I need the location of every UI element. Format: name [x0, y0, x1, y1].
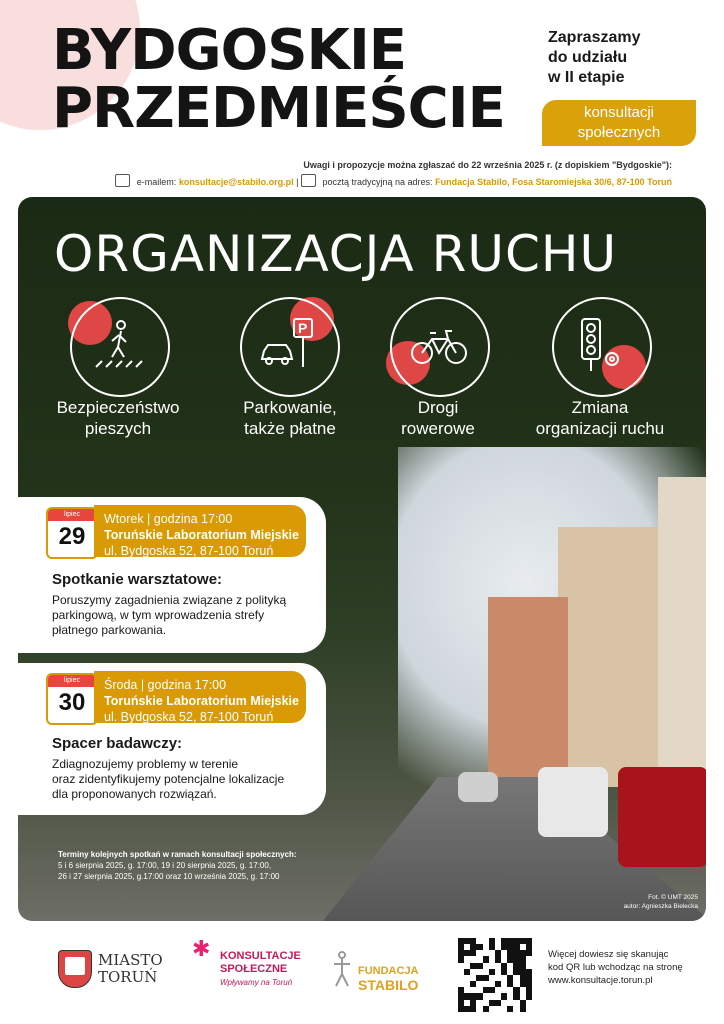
footer — [0, 930, 724, 1024]
more-line: kod QR lub wchodząc na stronę — [548, 962, 683, 973]
traffic-light-icon — [570, 315, 632, 377]
calendar-date — [46, 507, 98, 559]
photo-car — [538, 767, 608, 837]
topic-label-parking — [210, 397, 370, 439]
calendar-date — [46, 673, 98, 725]
event-card — [18, 497, 326, 653]
event-details-bar — [94, 505, 306, 557]
calendar-month: lipiec — [48, 675, 96, 687]
event-description — [52, 593, 312, 638]
consult-line-1: konsultacji — [583, 104, 655, 121]
topic-label-bicycle — [358, 397, 518, 439]
event-details-bar — [94, 671, 306, 723]
bicycle-icon — [408, 315, 470, 377]
terms-title: Terminy kolejnych spotkań w ramach konsultacji społecznych: — [58, 850, 297, 859]
more-line: Więcej dowiesz się skanując — [548, 949, 669, 960]
event-place: Toruńskie Laboratorium Miejskie — [104, 694, 299, 708]
event-time: Środa | godzina 17:00 — [104, 678, 227, 692]
page-title — [52, 18, 505, 141]
event-address: ul. Bydgoska 52, 87-100 Toruń — [104, 544, 274, 558]
qr-module — [526, 1006, 532, 1012]
event-title: Spacer badawczy: — [52, 735, 183, 752]
street-photo-panel — [18, 197, 706, 921]
calendar-day: 30 — [58, 689, 86, 716]
topic-line: Zmiana — [571, 398, 629, 417]
credit-line: autor: Agnieszka Bielecka — [623, 903, 698, 910]
topic-line: Parkowanie, — [243, 398, 337, 417]
parking-car-icon — [258, 315, 320, 377]
calendar-day: 29 — [58, 523, 86, 550]
envelope-icon — [115, 174, 130, 187]
topic-line: pieszych — [84, 419, 152, 438]
event-desc-line: parkingową, w tym wprowadzenia strefy — [52, 608, 265, 622]
invite-line-1: Zapraszamy — [548, 29, 641, 46]
topic-line: Drogi — [417, 398, 459, 417]
topic-traffic — [552, 297, 650, 395]
post-address: Fundacja Stabilo, Fosa Staromiejska 30/6, 87-100 Toruń — [435, 177, 672, 187]
calendar-month: lipiec — [48, 509, 96, 521]
event-time: Wtorek | godzina 17:00 — [104, 512, 233, 526]
terms-line: 5 i 6 sierpnia 2025, g. 17:00, 19 i 20 sierpnia 2025, g. 17:00, — [58, 861, 272, 870]
topic-line: rowerowe — [401, 419, 475, 438]
photo-car — [458, 772, 498, 802]
consult-line-2: społecznych — [577, 124, 661, 141]
credit-line: Fot. © UMT 2025 — [648, 894, 698, 901]
konsultacje-tagline: Wpływamy na Toruń — [220, 978, 293, 987]
invite-line-3: w II etapie — [548, 69, 625, 86]
event-desc-line: Zdiagnozujemy problemy w terenie — [52, 757, 239, 771]
topic-line: organizacji ruchu — [535, 419, 665, 438]
event-desc-line: płatnego parkowania. — [52, 623, 167, 637]
separator: | — [296, 177, 299, 187]
juggler-figure-icon — [330, 950, 354, 990]
terms-line: 26 i 27 sierpnia 2025, g.17:00 oraz 10 września 2025, g. 17:00 — [58, 872, 280, 881]
website-link[interactable]: www.konsultacje.torun.pl — [548, 975, 653, 986]
email-link[interactable]: konsultacje@stabilo.org.pl — [178, 177, 294, 187]
event-address: ul. Bydgoska 52, 87-100 Toruń — [104, 710, 274, 724]
upcoming-meetings — [58, 849, 358, 882]
topic-bicycle — [390, 297, 488, 395]
photo-car — [618, 767, 706, 867]
topic-label-pedestrian — [38, 397, 198, 439]
event-place: Toruńskie Laboratorium Miejskie — [104, 528, 299, 542]
stabilo-logo-text — [358, 964, 419, 992]
mail-post-icon — [301, 174, 316, 187]
section-heading: ORGANIZACJA RUCHU — [54, 225, 618, 283]
event-description — [52, 757, 312, 802]
konsult-line: KONSULTACJE — [220, 950, 301, 962]
event-desc-line: dla proponowanych rozwiązań. — [52, 787, 217, 801]
stabilo-line: STABILO — [358, 977, 419, 993]
topic-line: także płatne — [244, 419, 336, 438]
photo-building — [488, 597, 568, 787]
torun-logo-text — [98, 952, 163, 986]
event-desc-line: oraz zidentyfikujemy potencjalne lokalizacje — [52, 772, 285, 786]
konsultacje-logo-text — [220, 950, 301, 976]
qr-code[interactable] — [458, 938, 532, 1012]
title-line-1: BYDGOSKIE — [52, 18, 407, 83]
star-icon: ✱ — [192, 936, 211, 961]
invitation-text — [548, 28, 672, 88]
consultation-badge — [542, 100, 696, 146]
invite-line-2: do udziału — [548, 49, 628, 66]
more-info-text — [548, 948, 698, 987]
topic-label-traffic — [520, 397, 680, 439]
torun-line: TORUŃ — [98, 968, 158, 986]
torun-line: MIASTO — [98, 951, 163, 969]
topic-parking — [240, 297, 338, 395]
event-card — [18, 663, 326, 815]
coat-of-arms-icon — [58, 950, 92, 988]
konsult-line: SPOŁECZNE — [220, 963, 288, 975]
contact-line — [70, 174, 672, 187]
submission-info: Uwagi i propozycje można zgłaszać do 22 września 2025 r. (z dopiskiem "Bydgoskie"): — [303, 160, 672, 170]
event-title: Spotkanie warsztatowe: — [52, 571, 223, 588]
topic-line: Bezpieczeństwo — [56, 398, 180, 417]
post-label: pocztą tradycyjną na adres: — [322, 177, 433, 187]
photo-credit — [588, 893, 698, 911]
topic-pedestrian — [70, 297, 168, 395]
email-label: e-mailem: — [136, 177, 177, 187]
svg-text:P: P — [298, 320, 308, 336]
stabilo-line: FUNDACJA — [358, 965, 419, 977]
pedestrian-crossing-icon — [88, 315, 150, 377]
title-line-2: PRZEDMIEŚCIE — [52, 76, 505, 141]
photo-building — [658, 477, 706, 787]
event-desc-line: Poruszymy zagadnienia związane z polityką — [52, 593, 287, 607]
